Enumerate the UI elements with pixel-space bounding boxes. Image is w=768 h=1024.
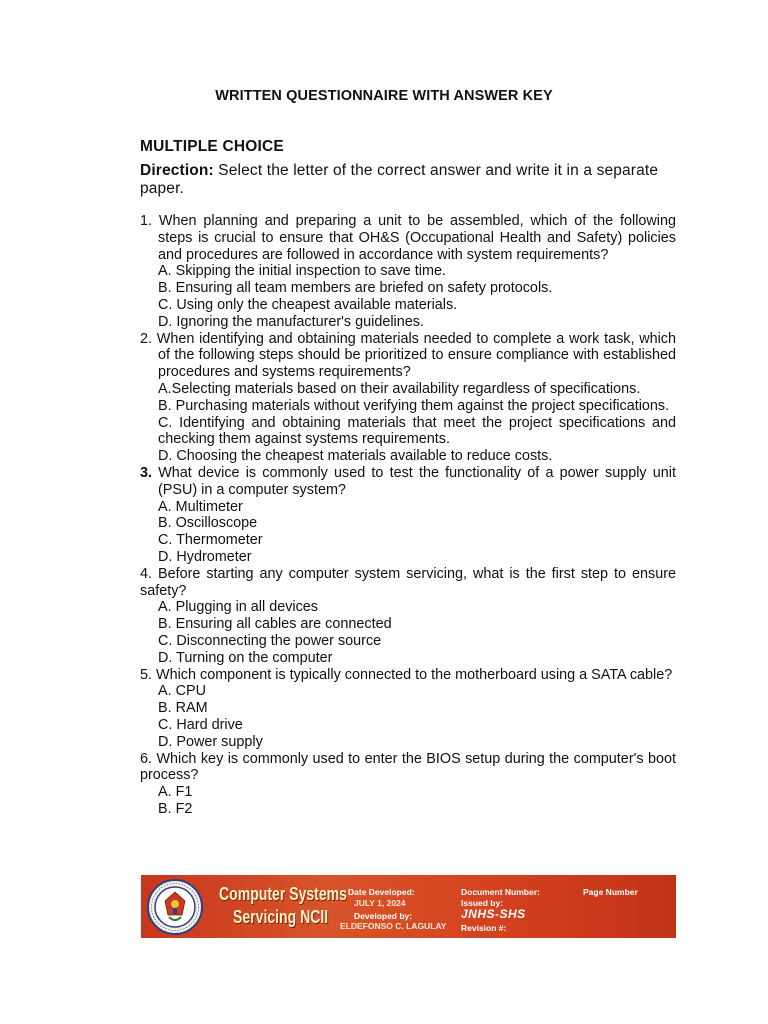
question-1 xyxy=(140,213,676,263)
option: B. Ensuring all cables are connected xyxy=(158,616,392,633)
question-number: 1. xyxy=(140,213,153,229)
brand-line-2: Servicing NCII xyxy=(233,907,329,927)
option: A. F1 xyxy=(158,784,193,801)
question-text: When planning and preparing a unit to be assembled, which of the following steps is crucial to ensure that OH&S (Occupational Health and Safety) policies and procedures are followed in accordance with system requirements? xyxy=(152,213,676,263)
option: D. Power supply xyxy=(158,733,263,750)
option: C. Thermometer xyxy=(158,532,263,549)
question-number: 3. xyxy=(140,464,153,481)
option: A. Plugging in all devices xyxy=(158,599,318,616)
question-number: 2. xyxy=(140,330,153,347)
section-heading: MULTIPLE CHOICE xyxy=(140,138,284,155)
question-2 xyxy=(140,331,676,381)
page-number-label: Page Number xyxy=(583,887,638,897)
date-developed-value: JULY 1, 2024 xyxy=(354,898,406,908)
date-developed-label: Date Developed: xyxy=(348,887,415,897)
question-text: Before starting any computer system servicing, what is the first step to ensure safety? xyxy=(140,565,676,599)
option: C. Disconnecting the power source xyxy=(158,632,382,649)
question-6 xyxy=(140,751,676,785)
question-number: 5. xyxy=(140,666,153,683)
option: A. Multimeter xyxy=(158,498,243,515)
option: A. Skipping the initial inspection to save time. xyxy=(158,263,446,280)
question-text: Which key is commonly used to enter the BIOS setup during the computer's boot process? xyxy=(140,750,676,784)
option: C. Hard drive xyxy=(158,716,243,733)
option: B. Oscilloscope xyxy=(158,515,258,532)
option: C. Identifying and obtaining materials that meet the project specifications and checking them against systems requirements. xyxy=(158,414,676,448)
option: D. Choosing the cheapest materials available to reduce costs. xyxy=(158,448,553,465)
direction-text xyxy=(140,162,676,198)
option: B. F2 xyxy=(158,800,193,817)
brand-line-1: Computer Systems xyxy=(219,884,347,904)
option: A. CPU xyxy=(158,683,206,700)
direction-label: Direction: xyxy=(140,162,214,179)
option: B. RAM xyxy=(158,700,208,717)
developer-name: ELDEFONSO C. LAGULAY xyxy=(340,921,447,931)
question-list xyxy=(140,213,676,818)
issuer-name: JNHS-SHS xyxy=(461,907,526,921)
option: D. Ignoring the manufacturer's guidelines. xyxy=(158,313,424,330)
developed-by-label: Developed by: xyxy=(354,911,413,921)
question-text: Which component is typically connected to the motherboard using a SATA cable? xyxy=(152,666,673,683)
footer-banner xyxy=(141,875,676,938)
option: D. Hydrometer xyxy=(158,548,252,565)
issued-by-label: Issued by: xyxy=(461,898,504,908)
option: A.Selecting materials based on their availability regardless of specifications. xyxy=(158,380,641,397)
direction-body: Select the letter of the correct answer and write it in a separate paper. xyxy=(140,162,659,197)
question-text: When identifying and obtaining materials needed to complete a work task, which of the following steps should be prioritized to ensure compliance with established procedures and systems requirements? xyxy=(152,330,676,381)
question-5 xyxy=(140,667,676,684)
question-4 xyxy=(140,566,676,600)
question-number: 6. xyxy=(140,750,153,767)
question-text: What device is commonly used to test the functionality of a power supply unit (PSU) in a computer system? xyxy=(152,464,676,498)
question-3 xyxy=(140,465,676,499)
option: B. Purchasing materials without verifying them against the project specifications. xyxy=(158,397,670,414)
school-seal-icon xyxy=(147,879,203,935)
option: C. Using only the cheapest available materials. xyxy=(158,296,458,313)
question-number: 4. xyxy=(140,565,153,582)
revision-label: Revision #: xyxy=(461,923,507,933)
document-title: WRITTEN QUESTIONNAIRE WITH ANSWER KEY xyxy=(215,88,553,104)
document-number-label: Document Number: xyxy=(461,887,540,897)
option: B. Ensuring all team members are briefed on safety protocols. xyxy=(158,280,553,297)
option: D. Turning on the computer xyxy=(158,649,333,666)
